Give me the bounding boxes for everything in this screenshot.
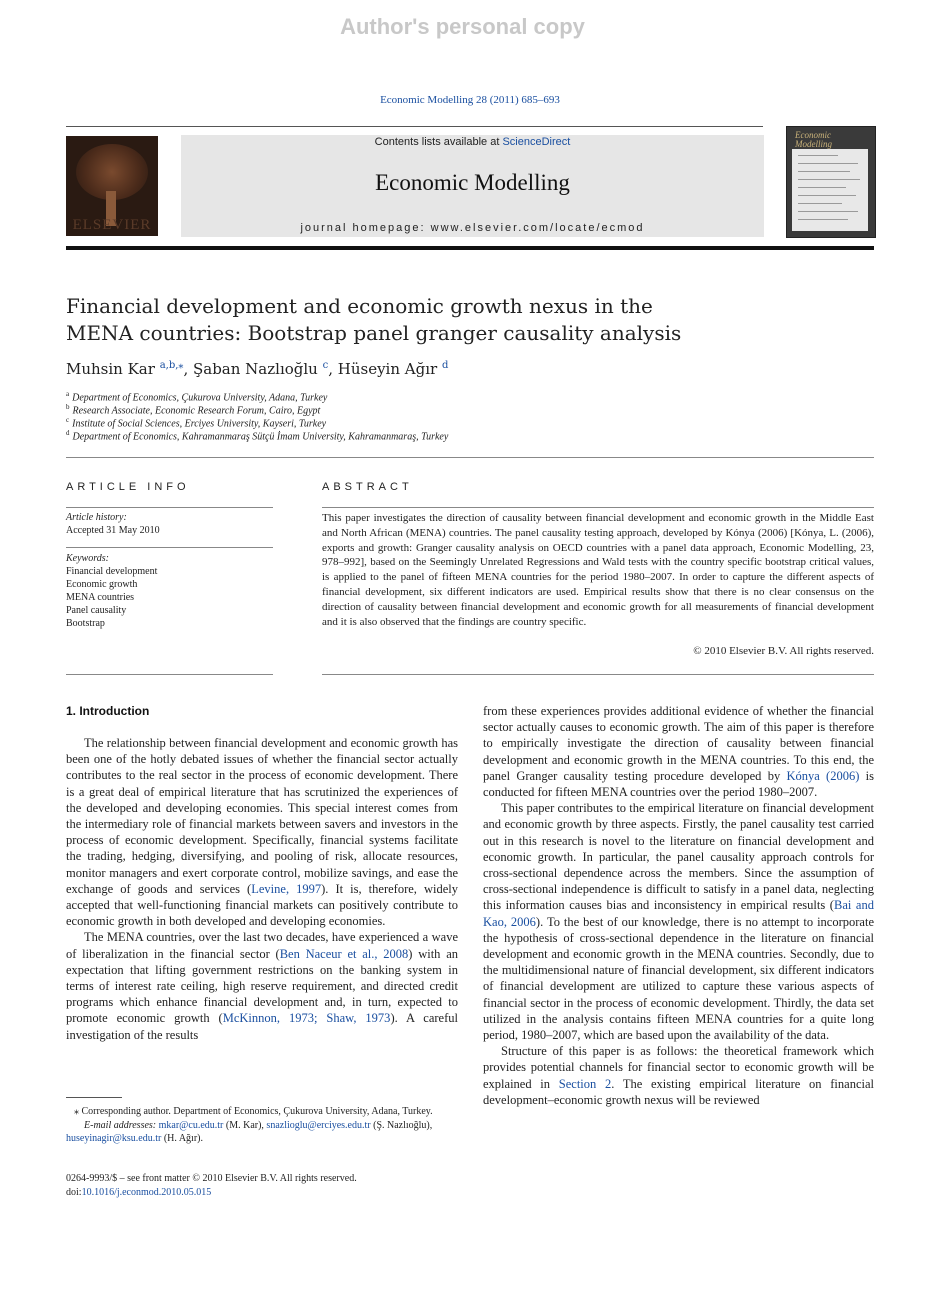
ref-konya-2006[interactable]: Kónya (2006): [786, 768, 860, 783]
ref-bai-kao-2006[interactable]: Bai and Kao, 2006: [483, 898, 874, 929]
cover-contents-area: [792, 149, 868, 231]
email-link[interactable]: snazlioglu@erciyes.edu.tr: [266, 1119, 371, 1131]
sciencedirect-link[interactable]: ScienceDirect: [502, 136, 571, 148]
keywords-label: Keywords:: [66, 553, 109, 564]
abstract-copyright: © 2010 Elsevier B.V. All rights reserved.: [693, 645, 874, 657]
article-info-heading: ARTICLE INFO: [66, 481, 190, 493]
contents-line: [181, 136, 764, 148]
intro-paragraph-3: This paper contributes to the empirical literature on financial development and economic growth by three aspects. Firstly, the panel causality test carried out in this research is novel to the literature on financial development and economic growth. In particular, the panel causality approach controls for cross-sectional dependence across the members. Since the assumption of cross-sectional independence is difficult to satisfy in a panel data, neglecting this information causes bias and inconsistency in empirical results (Bai and Kao, 2006). To the best of our knowledge, there is no attempt to incorporate the hypothesis of cross-sectional dependence in the literature on financial development and economic growth in the MENA countries. Secondly, due to the multidimensional nature of financial development, six different indicators of financial development are utilized to capture these various aspects of financial sector in the process of economic development. Thirdly, the data set utilized in the analysis contains fifteen MENA countries for a quite long period, 1980–2007, which are based upon the availability of the data.: [483, 801, 874, 1043]
intro-right-column: [483, 703, 874, 1108]
intro-paragraph-2: The MENA countries, over the last two decades, have experienced a wave of liberalization in the financial sector (Ben Naceur et al., 2008) with an expectation that lifting government restrictions on the banking system in terms of interest rate ceiling, high reserve requirement, and directed credit programs which enhance financial development and, in turn, expected to promote economic growth (McKinnon, 1973; Shaw, 1973). A careful investigation of the results: [66, 930, 458, 1042]
author-name: Muhsin Kar: [66, 360, 160, 378]
author-affil-link[interactable]: c: [322, 360, 329, 371]
email-link[interactable]: mkar@cu.edu.tr: [158, 1119, 224, 1131]
front-matter-note: [66, 1172, 458, 1199]
history-value: Accepted 31 May 2010: [66, 525, 160, 536]
journal-citation-link[interactable]: Economic Modelling 28 (2011) 685–693: [380, 94, 560, 106]
article-info-rule: [66, 507, 273, 508]
journal-title: Economic Modelling: [375, 170, 570, 195]
intro-paragraph-4: Structure of this paper is as follows: the theoretical framework which provides potential channels for financial sector to economic growth will be explained in Section 2. The existing empirical literature on financial development–economic growth nexus will be reviewed: [483, 1044, 874, 1107]
abstract-rule: [322, 507, 874, 508]
keyword-item: Panel causality: [66, 605, 127, 616]
abstract-text: This paper investigates the direction of causality between financial development and economic growth in the Middle East and North African (MENA) countries. The panel causality testing approach, developed by Kónya (2006) [Kónya, L. (2006), exports and growth: Granger causality analysis on OECD countries with a panel data approach, Economic Modelling, 23, 978–992], based on the Seemingly Unrelated Regressions and Wald tests with the country specific bootstrap critical values, is applied to the panel of fifteen MENA countries for the period 1980–2007. In order to capture the different aspects of financial development, six different indicators are used. Empirical results show that there is no clear consensus on the direction of causality between financial development and economic growth for all measurements of financial development and it is also observed that the findings are country specific.: [322, 512, 874, 628]
ref-section-2[interactable]: Section 2: [558, 1076, 612, 1091]
author-name: Hüseyin Ağır: [337, 360, 442, 378]
journal-homepage[interactable]: journal homepage: www.elsevier.com/locate/ecmod: [300, 222, 645, 234]
elsevier-logo-text: ELSEVIER: [72, 217, 152, 233]
doi-link[interactable]: 10.1016/j.econmod.2010.05.015: [81, 1186, 212, 1198]
keyword-item: Bootstrap: [66, 618, 105, 629]
article-title: Financial development and economic growth nexus in the MENA countries: Bootstrap panel granger causality analysis: [66, 294, 682, 345]
affiliation-c: $^c$ Institute of Social Sciences, Erciyes University, Kayseri, Turkey: [66, 416, 327, 430]
header-top-rule: [66, 126, 763, 127]
keywords-rule: [66, 547, 273, 548]
header-bottom-rule: [66, 246, 874, 250]
journal-cover-thumbnail[interactable]: [786, 126, 876, 238]
corresponding-author-note: ⁎ Corresponding author. Department of Economics, Çukurova University, Adana, Turkey. E-mail addresses: mkar@cu.edu.tr (M. Kar), snazlioglu@erciyes.edu.tr (Ş. Nazlıoğlu), huseyinagir@ksu.edu.tr (H. Ağır).: [66, 1106, 433, 1144]
keyword-item: MENA countries: [66, 592, 135, 603]
author-name: Şaban Nazlıoğlu: [192, 360, 323, 378]
email-link[interactable]: huseyinagir@ksu.edu.tr: [66, 1133, 162, 1144]
front-matter-rule: [66, 457, 874, 458]
ref-mckinnon-shaw-1973[interactable]: McKinnon, 1973; Shaw, 1973: [222, 1011, 391, 1026]
affiliation-a: $^a$ Department of Economics, Çukurova University, Adana, Turkey: [66, 390, 328, 404]
intro-paragraph-continued: from these experiences provides additional evidence of whether the financial sector actually causes to economic growth. The aim of this paper is therefore to empirically investigate the direction of causality between financial development and economic growth in the MENA countries. To this end, the panel Granger causality testing procedure developed by Kónya (2006) is conducted for fifteen MENA countries over the period 1980–2007.: [483, 704, 874, 800]
intro-paragraph-1: The relationship between financial development and economic growth has been one of the hotly debated issues of whether the financial sector actually contributes to the real sector in the process of economic development. There is a great deal of empirical literature that has scrutinized the experiences of the developed and developing economies. This special interest comes from the intermediary role of financial markets between savers and investors in the process of economic development. Specifically, financial systems facilitate the trading, hedging, diversifying, and pooling of risk, allocate resources, monitor managers and exert corporate control, mobilize savings, and ease the exchange of goods and services (Levine, 1997). It is, therefore, widely accepted that well-functioning financial markets can positively contribute to economic growth in both developed and developing economies.: [66, 736, 458, 929]
ref-levine-1997[interactable]: Levine, 1997: [251, 881, 322, 896]
doi-line: doi:10.1016/j.econmod.2010.05.015: [66, 1186, 212, 1198]
intro-left-column: [66, 735, 458, 1043]
issn-line: 0264-9993/$ – see front matter © 2010 Elsevier B.V. All rights reserved.: [66, 1173, 357, 1184]
affiliation-d: $^d$ Department of Economics, Kahramanmaraş Sütçü İmam University, Kahramanmaraş, Turkey: [66, 429, 449, 443]
abstract-bottom-rule: [322, 674, 874, 675]
history-label: Article history:: [66, 512, 127, 523]
author-affil-link[interactable]: a,b,⁎: [159, 360, 184, 371]
affiliation-b: $^b$ Research Associate, Economic Research Forum, Cairo, Egypt: [66, 403, 321, 417]
cover-title: Economic Modelling: [795, 130, 832, 149]
author-list: Muhsin Kar $^{a,b,⁎}$, Şaban Nazlıoğlu $^c$, Hüseyin Ağır $^d$: [66, 360, 449, 378]
keyword-item: Economic growth: [66, 579, 138, 590]
elsevier-logo[interactable]: [66, 136, 158, 236]
author-affil-link[interactable]: d: [441, 360, 449, 371]
article-info-bottom-rule: [66, 674, 273, 675]
footnote-rule: [66, 1097, 122, 1098]
personal-copy-banner: Author's personal copy: [340, 14, 585, 39]
introduction-heading: 1. Introduction: [66, 704, 150, 718]
contents-prefix: Contents lists available at: [374, 136, 503, 148]
ref-ben-naceur-2008[interactable]: Ben Naceur et al., 2008: [279, 946, 409, 961]
abstract-heading: ABSTRACT: [322, 481, 413, 493]
keyword-item: Financial development: [66, 566, 158, 577]
